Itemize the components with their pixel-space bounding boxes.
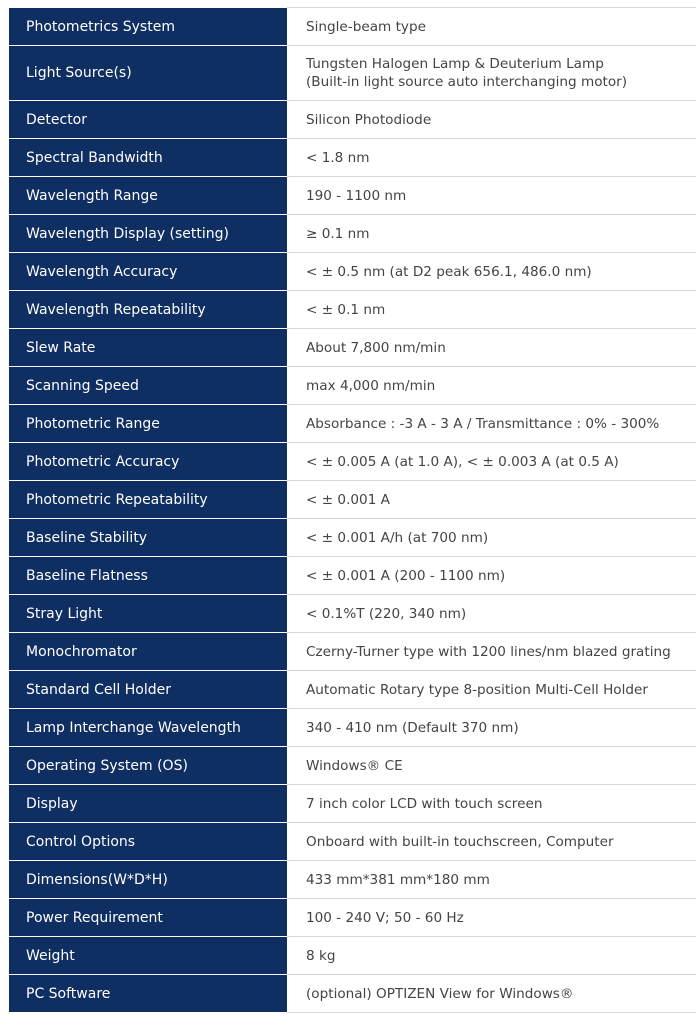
spec-value-line: Silicon Photodiode — [306, 111, 432, 128]
spec-label: Wavelength Range — [9, 177, 287, 215]
spec-label: Weight — [9, 937, 287, 975]
spec-row — [9, 937, 696, 975]
spec-label: Photometric Accuracy — [9, 443, 287, 481]
spec-value — [287, 443, 696, 481]
spec-value — [287, 405, 696, 443]
spec-row — [9, 443, 696, 481]
spec-row — [9, 177, 696, 215]
spec-label: Light Source(s) — [9, 46, 287, 101]
spec-value — [287, 481, 696, 519]
spec-value-line: Tungsten Halogen Lamp & Deuterium Lamp — [306, 56, 604, 72]
spec-value-line: Onboard with built-in touchscreen, Computer — [306, 833, 614, 850]
spec-value — [287, 671, 696, 709]
spec-value — [287, 329, 696, 367]
spec-row — [9, 671, 696, 709]
spec-row — [9, 215, 696, 253]
spec-value — [287, 101, 696, 139]
spec-value — [287, 215, 696, 253]
spec-value — [287, 899, 696, 937]
spec-row — [9, 785, 696, 823]
spec-row — [9, 101, 696, 139]
spec-value — [287, 785, 696, 823]
spec-value-line: 7 inch color LCD with touch screen — [306, 795, 543, 812]
spec-value — [287, 747, 696, 785]
spec-value-line: 8 kg — [306, 947, 336, 964]
spec-value-line: < 0.1%T (220, 340 nm) — [306, 605, 467, 622]
spec-row — [9, 557, 696, 595]
spec-value — [287, 861, 696, 899]
spec-value — [287, 8, 696, 46]
spec-value-line: (optional) OPTIZEN View for Windows® — [306, 985, 574, 1002]
spec-row — [9, 481, 696, 519]
spec-label: Wavelength Repeatability — [9, 291, 287, 329]
spec-value-line: 100 - 240 V; 50 - 60 Hz — [306, 909, 464, 926]
spec-label: Lamp Interchange Wavelength — [9, 709, 287, 747]
spec-row — [9, 8, 696, 46]
spec-row — [9, 747, 696, 785]
spec-value-line: max 4,000 nm/min — [306, 377, 436, 394]
spec-label: Monochromator — [9, 633, 287, 671]
spec-value — [287, 633, 696, 671]
spec-label: Detector — [9, 101, 287, 139]
spec-value-line: ≥ 0.1 nm — [306, 225, 370, 242]
spec-label: Photometrics System — [9, 8, 287, 46]
spec-label: Wavelength Accuracy — [9, 253, 287, 291]
spec-row — [9, 139, 696, 177]
spec-row — [9, 367, 696, 405]
spec-value — [287, 46, 696, 101]
spec-label: Standard Cell Holder — [9, 671, 287, 709]
spec-value — [287, 253, 696, 291]
spec-value-line: Automatic Rotary type 8-position Multi-Cell Holder — [306, 681, 648, 698]
spec-value-line: < ± 0.005 A (at 1.0 A), < ± 0.003 A (at 0.5 A) — [306, 453, 619, 470]
spec-value — [287, 177, 696, 215]
spec-value — [287, 975, 696, 1013]
spec-label: Scanning Speed — [9, 367, 287, 405]
spec-value — [287, 367, 696, 405]
spec-label: Photometric Range — [9, 405, 287, 443]
spec-row — [9, 519, 696, 557]
spec-label: Control Options — [9, 823, 287, 861]
spec-value-line: < ± 0.001 A (200 - 1100 nm) — [306, 567, 506, 584]
spec-row — [9, 633, 696, 671]
spec-row — [9, 975, 696, 1013]
spec-label: PC Software — [9, 975, 287, 1013]
spec-table-body — [9, 8, 696, 1013]
spec-label: Slew Rate — [9, 329, 287, 367]
spec-value — [287, 823, 696, 861]
spec-value-line: Windows® CE — [306, 757, 403, 774]
spec-row — [9, 861, 696, 899]
spec-value — [287, 557, 696, 595]
spec-label: Dimensions(W*D*H) — [9, 861, 287, 899]
spec-value-line: < ± 0.5 nm (at D2 peak 656.1, 486.0 nm) — [306, 263, 592, 280]
spec-label: Power Requirement — [9, 899, 287, 937]
spec-value — [287, 291, 696, 329]
spec-value — [287, 595, 696, 633]
spec-value-line: Single-beam type — [306, 18, 426, 35]
spec-row — [9, 595, 696, 633]
spec-value — [287, 937, 696, 975]
spec-value-line: About 7,800 nm/min — [306, 339, 446, 356]
spec-label: Spectral Bandwidth — [9, 139, 287, 177]
spec-label: Baseline Stability — [9, 519, 287, 557]
spec-row — [9, 899, 696, 937]
spec-label: Operating System (OS) — [9, 747, 287, 785]
spec-value-line: (Built-in light source auto interchanging motor) — [306, 74, 628, 90]
spec-value-line: 190 - 1100 nm — [306, 187, 407, 204]
spec-row — [9, 823, 696, 861]
spec-value-line: 340 - 410 nm (Default 370 nm) — [306, 719, 519, 736]
spec-value-line: < ± 0.001 A/h (at 700 nm) — [306, 529, 489, 546]
spec-value-line: Czerny-Turner type with 1200 lines/nm blazed grating — [306, 643, 671, 660]
spec-row — [9, 46, 696, 101]
spec-table — [9, 7, 696, 1013]
spec-label: Photometric Repeatability — [9, 481, 287, 519]
spec-label: Stray Light — [9, 595, 287, 633]
spec-label: Baseline Flatness — [9, 557, 287, 595]
spec-label: Display — [9, 785, 287, 823]
spec-value-line: < ± 0.1 nm — [306, 301, 386, 318]
spec-value-line: < 1.8 nm — [306, 149, 370, 166]
spec-label: Wavelength Display (setting) — [9, 215, 287, 253]
spec-value — [287, 519, 696, 557]
spec-value — [287, 139, 696, 177]
spec-value-line: < ± 0.001 A — [306, 491, 390, 508]
spec-row — [9, 405, 696, 443]
spec-value-line: 433 mm*381 mm*180 mm — [306, 871, 490, 888]
spec-value — [287, 709, 696, 747]
spec-row — [9, 291, 696, 329]
spec-row — [9, 329, 696, 367]
spec-row — [9, 709, 696, 747]
spec-value-line: Absorbance : -3 A - 3 A / Transmittance : 0% - 300% — [306, 415, 660, 432]
spec-row — [9, 253, 696, 291]
